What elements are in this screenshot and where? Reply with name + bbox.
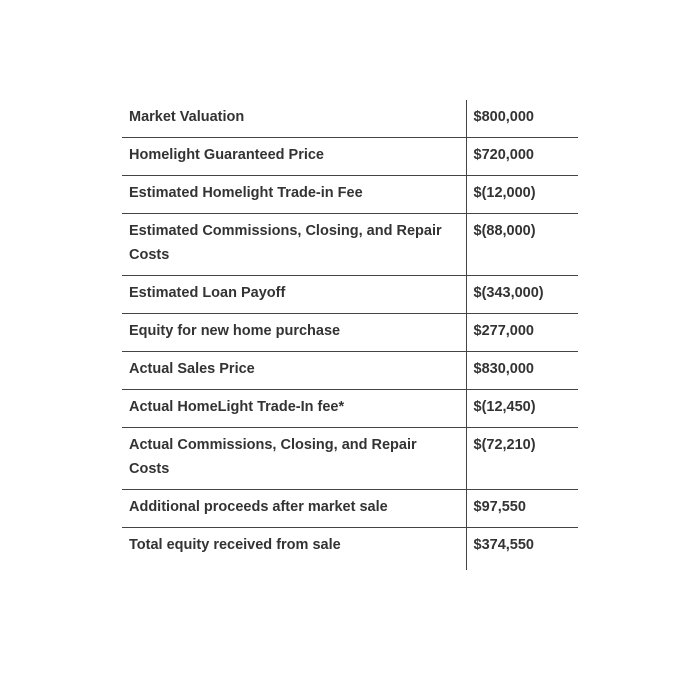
row-label: Additional proceeds after market sale — [122, 490, 466, 528]
table-row — [122, 314, 578, 352]
row-label: Actual Commissions, Closing, and Repair Costs — [122, 428, 466, 490]
row-label: Market Valuation — [129, 109, 245, 125]
row-value: $830,000 — [466, 352, 578, 390]
row-label: Total equity received from sale — [122, 528, 466, 571]
row-value: $(12,450) — [466, 390, 578, 428]
table-row — [122, 176, 578, 214]
row-value: $800,000 — [466, 100, 578, 138]
table-row — [122, 138, 578, 176]
row-value: $277,000 — [466, 314, 578, 352]
table-row — [122, 214, 578, 276]
row-value: $(343,000) — [466, 276, 578, 314]
row-label: Actual Sales Price — [122, 352, 466, 390]
table-row — [122, 390, 578, 428]
row-label: Homelight Guaranteed Price — [122, 138, 466, 176]
table-row — [122, 428, 578, 490]
table-row — [122, 100, 578, 138]
table-row — [122, 276, 578, 314]
equity-table-container — [122, 100, 578, 570]
table-row — [122, 528, 578, 571]
row-label: Estimated Commissions, Closing, and Repair Costs — [122, 214, 466, 276]
row-label: Estimated Loan Payoff — [122, 276, 466, 314]
row-label: Actual HomeLight Trade-In fee* — [122, 390, 466, 428]
table-row — [122, 352, 578, 390]
row-value: $(72,210) — [466, 428, 578, 490]
row-value: $720,000 — [466, 138, 578, 176]
equity-table — [122, 100, 578, 570]
table-row — [122, 490, 578, 528]
row-label: Equity for new home purchase — [122, 314, 466, 352]
row-value: $(12,000) — [466, 176, 578, 214]
row-value: $(88,000) — [466, 214, 578, 276]
row-value: $97,550 — [466, 490, 578, 528]
row-label: Estimated Homelight Trade-in Fee — [122, 176, 466, 214]
row-value: $374,550 — [466, 528, 578, 571]
